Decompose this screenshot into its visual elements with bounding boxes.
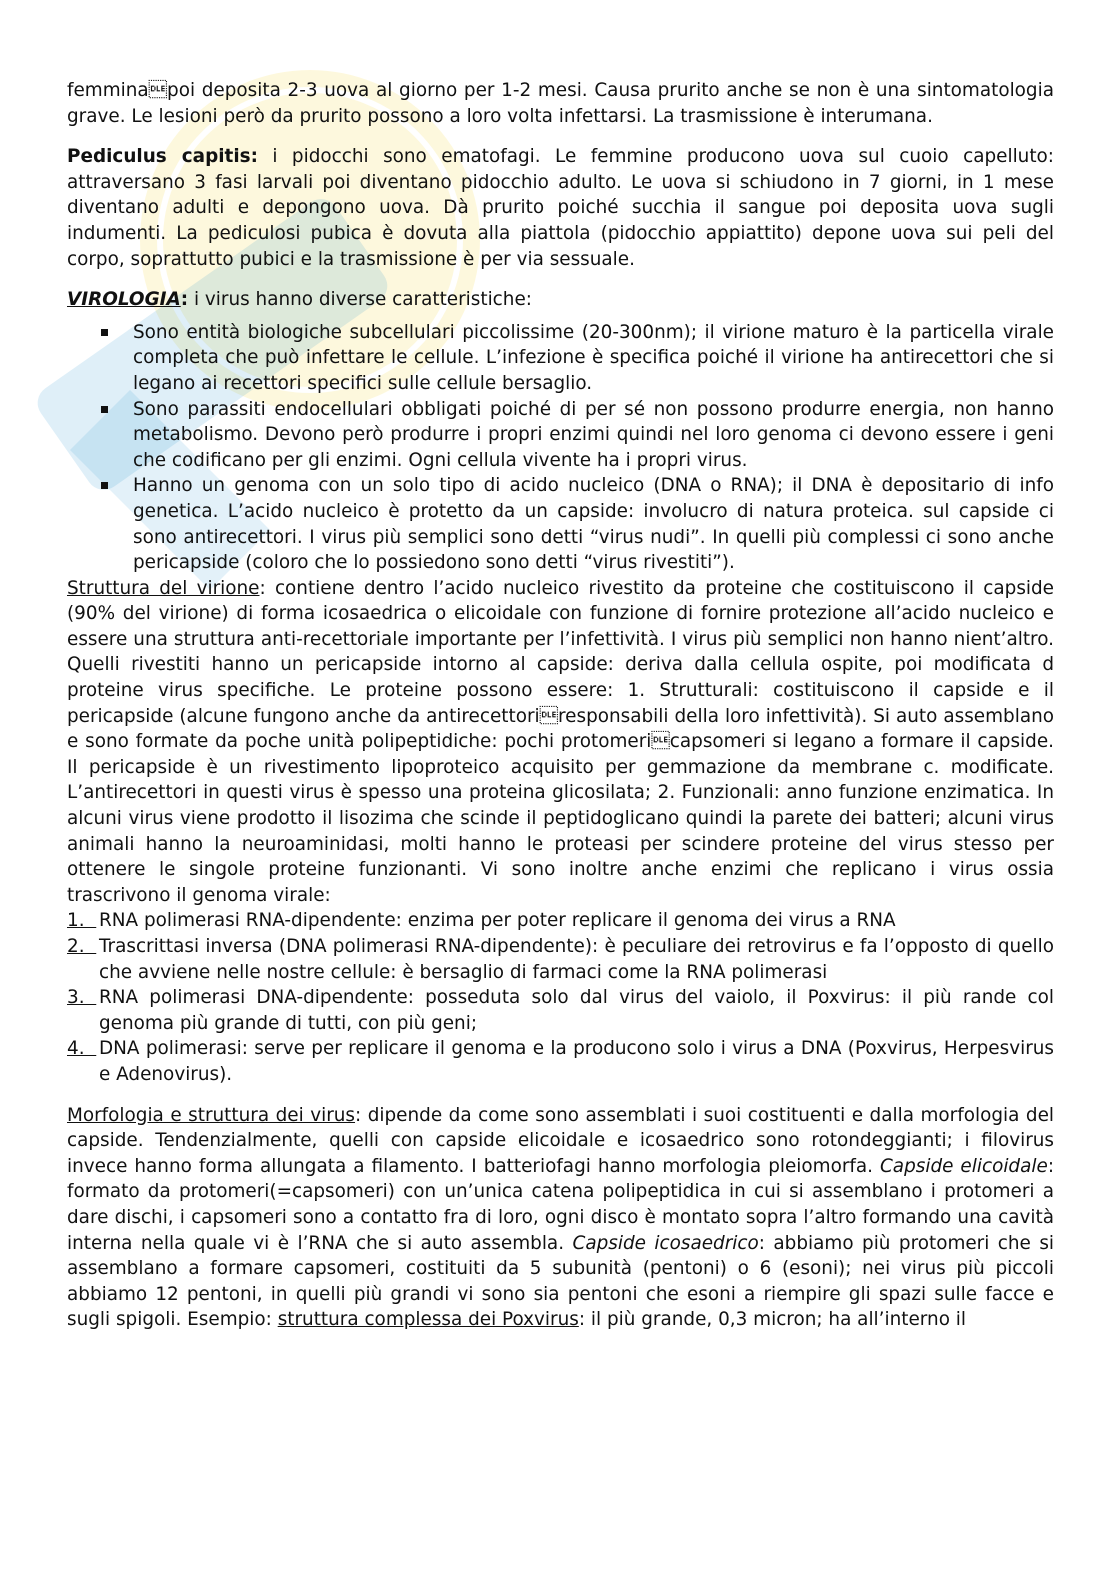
text-segment: : dipende da come sono assemblati i suoi costituenti e dalla morfologia del capside. Tendenzialmente, quelli con capside elicoidale e icosaedrico sono rotondeggianti; i filovirus invece hanno forma allungata a filamento. I batteriofagi hanno morfologia pleiomorfa. [67, 1104, 1054, 1177]
paragraph-pediculus-text: i pidocchi sono ematofagi. Le femmine producono uova sul cuoio capelluto: attraversano 3 fasi larvali poi diventano pidocchio adulto. Le uova si schiudono in 7 giorni, in 1 mese diventano adulti e depongono uova. Dà prurito poiché succhia il sangue poi deposita uova sugli indumenti. La pediculosi pubica è dovuta alla piattola (pidocchio appiattito) depone uova sui peli del corpo, soprattutto pubici e la trasmissione è per via sessuale. [67, 146, 1054, 270]
list-item: Sono entità biologiche subcellulari piccolissime (20-300nm); il virione maturo è la particella virale completa che può infettare le cellule. L’infezione è specifica poiché il virione ha antirecettori che si legano ai recettori specifici sulle cellule bersaglio. [67, 320, 1054, 397]
paragraph-morfologia [67, 1103, 1054, 1333]
heading-colon: : [180, 289, 189, 311]
list-item [67, 1036, 1054, 1087]
list-item-text: RNA polimerasi RNA-dipendente: enzima per poter replicare il genoma dei virus a RNA [99, 910, 896, 932]
virus-characteristics-list [67, 320, 1054, 576]
list-number: 2. [67, 936, 97, 957]
term-poxvirus-structure: struttura complessa dei Poxvirus [277, 1309, 579, 1331]
paragraph-scabies-end: femminapoi deposita 2-3 uova al giorno per 1-2 mesi. Causa prurito anche se non è una sintomatologia grave. Le lesioni però da prurito possono a loro volta infettarsi. La trasmissione è interumana. [67, 80, 1054, 127]
paragraph-struttura-text: : contiene dentro l’acido nucleico rivestito da proteine che costituiscono il capside (90% del virione) di forma icosaedrica o elicoidale con funzione di fornire protezione all’acido nucleico e essere una struttura anti-recettoriale importante per l’infettività. I virus più semplici non hanno nient’altro. Quelli rivestiti hanno un pericapside intorno al capside: deriva dalla cellula ospite, poi modificata d proteine virus specifiche. Le proteine possono essere: 1. Strutturali: costituiscono il capside e il pericapside (alcune fungono anche da antirecettoriresponsabili della loro infettività). Si auto assemblano e sono formate da poche unità polipeptidiche: pochi protomericapsomeri si legano a formare il capside. Il pericapside è un rivestimento lipoproteico acquisito per gemmazione da membrane c. modificate. L’antirecettori in questi virus è spesso una proteina glicosilata; 2. Funzionali: anno funzione enzimatica. In alcuni virus viene prodotto il lisozima che scinde il peptidoglicano quindi la parete dei batteri; alcuni virus animali hanno la neuroaminidasi, molti hanno le proteasi per scindere proteine del virus stesso per ottenere le singole proteine funzionanti. Vi sono inoltre anche enzimi che replicano i virus ossia trascrivono il genoma virale: [67, 577, 1054, 906]
enzymes-list [67, 908, 1054, 1087]
paragraph-virologia [67, 287, 1054, 313]
text-segment: : il più grande, 0,3 micron; ha all’interno il [578, 1309, 967, 1331]
list-item: Sono parassiti endocellulari obbligati poiché di per sé non possono produrre energia, non hanno metabolismo. Devono però produrre i propri enzimi quindi nel loro genoma ci devono essere i geni che codificano per gli enzimi. Ogni cellula vivente ha i propri virus. [67, 397, 1054, 474]
list-number: 1. [67, 910, 97, 932]
list-number: 4. [67, 1038, 97, 1060]
list-item [67, 985, 1054, 1036]
text-segment: : formato da protomeri(=capsomeri) con un’unica catena polipeptidica in cui si assemblano i protomeri a dare dischi, i capsomeri sono a contatto fra di loro, ogni disco è montato sopra l’altro formando una cavità interna nella quale vi è l’RNA che si auto assembla. [67, 1155, 1055, 1254]
paragraph-struttura-virione [67, 576, 1054, 909]
term-capside-elicoidale: Capside elicoidale [879, 1155, 1048, 1177]
list-item-text: Trascrittasi inversa (DNA polimerasi RNA-dipendente): è peculiare dei retrovirus e fa l’opposto di quello che avviene nelle nostre cellule: è bersaglio di farmaci come la RNA polimerasi [99, 936, 1054, 983]
list-item [67, 934, 1054, 985]
heading-virologia: VIROLOGIA [67, 289, 181, 311]
term-struttura-virione: Struttura del virione [67, 577, 260, 599]
list-item-text: RNA polimerasi DNA-dipendente: posseduta solo dal virus del vaiolo, il Poxvirus: il più rande col genoma più grande di tutti, con più geni; [99, 987, 1054, 1034]
paragraph-virologia-text: i virus hanno diverse caratteristiche: [188, 289, 532, 311]
list-item [67, 908, 1054, 934]
list-number: 3. [67, 987, 97, 1009]
text-segment: : abbiamo più protomeri che si assemblano a formare capsomeri, costituiti da 5 subunità (pentoni) o 6 (esoni); nei virus più piccoli abbiamo 12 pentoni, in quelli più grandi vi sono sia pentoni che esoni a riempire gli spazi sulle facce e sugli spigoli. Esempio: [67, 1232, 1055, 1331]
term-capside-icosaedrico: Capside icosaedrico [572, 1232, 759, 1254]
list-item-text: DNA polimerasi: serve per replicare il genoma e la producono solo i virus a DNA (Poxvirus, Herpesvirus e Adenovirus). [99, 1038, 1054, 1085]
paragraph-pediculus [67, 144, 1054, 272]
term-pediculus-capitis: Pediculus capitis: [67, 146, 258, 168]
list-item: Hanno un genoma con un solo tipo di acido nucleico (DNA o RNA); il DNA è depositario di info genetica. L’acido nucleico è protetto da un capside: involucro di natura proteica. sul capside ci sono antirecettori. I virus più semplici sono detti “virus nudi”. In quelli più complessi ci sono anche pericapside (coloro che lo possiedono sono detti “virus rivestiti”). [67, 473, 1054, 575]
term-morfologia: Morfologia e struttura dei virus [67, 1104, 356, 1126]
document-page [67, 78, 1054, 1333]
